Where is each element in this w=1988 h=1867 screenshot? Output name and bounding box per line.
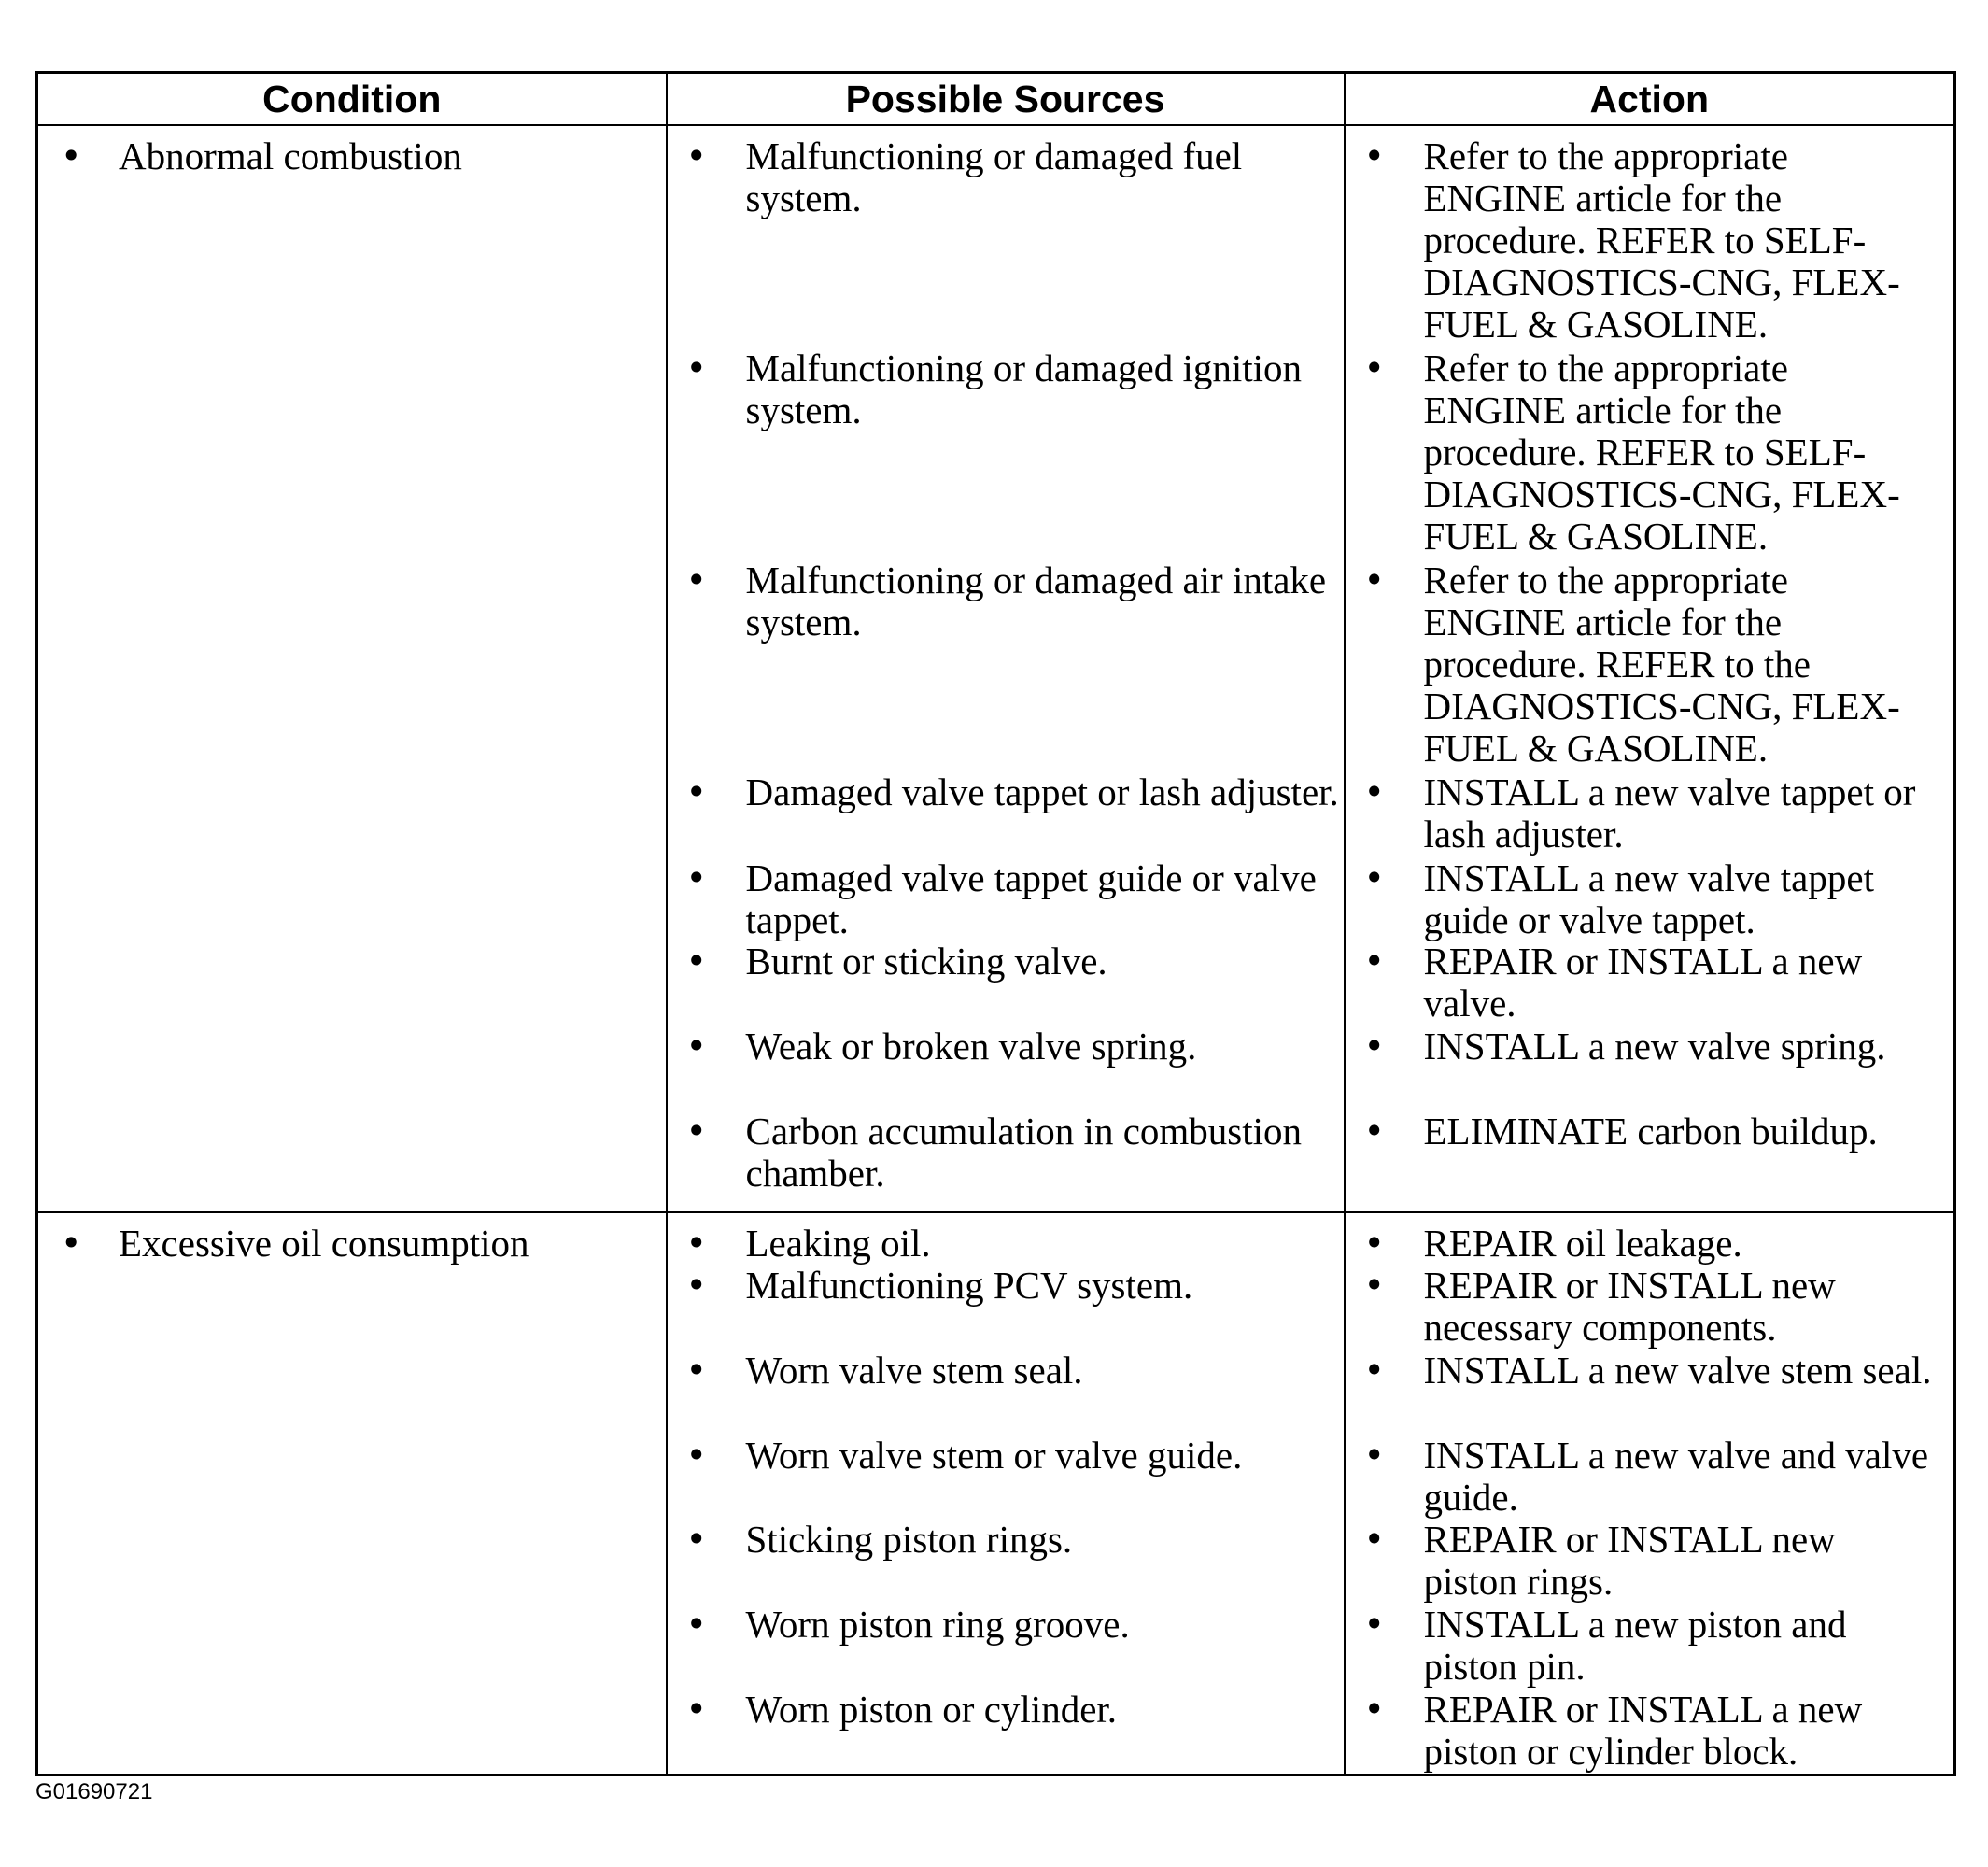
diagnosis-table: [35, 71, 1956, 1776]
header-row: [37, 73, 1955, 126]
source-item: • Damaged valve tappet or lash adjuster.: [668, 771, 1344, 857]
header-condition: Condition: [37, 73, 667, 126]
action-cell: [1345, 125, 1955, 1212]
action-item: • Refer to the appropriate ENGINE article for the procedure. REFER to SELF-DIAGNOSTICS-CNG, FLEX-FUEL & GASOLINE.: [1346, 135, 1954, 347]
source-item: • Malfunctioning or damaged fuel system.: [668, 135, 1344, 347]
action-item: • INSTALL a new valve tappet or lash adjuster.: [1346, 771, 1954, 857]
action-item: • REPAIR or INSTALL a new valve.: [1346, 941, 1954, 1025]
source-item: • Carbon accumulation in combustion chamber.: [668, 1110, 1344, 1211]
action-item: • INSTALL a new valve tappet guide or valve tappet.: [1346, 857, 1954, 941]
source-item: • Worn piston or cylinder.: [668, 1689, 1344, 1774]
header-action: Action: [1345, 73, 1955, 126]
action-item: • REPAIR or INSTALL new necessary components.: [1346, 1265, 1954, 1350]
source-item: • Malfunctioning or damaged air intake system.: [668, 559, 1344, 771]
action-item: • Refer to the appropriate ENGINE article for the procedure. REFER to the DIAGNOSTICS-CNG, FLEX-FUEL & GASOLINE.: [1346, 559, 1954, 771]
source-item: • Damaged valve tappet guide or valve tappet.: [668, 857, 1344, 941]
table-row: [37, 1212, 1955, 1775]
action-item: • INSTALL a new valve spring.: [1346, 1025, 1954, 1110]
action-item: • REPAIR or INSTALL new piston rings.: [1346, 1519, 1954, 1604]
figure-id: G01690721: [35, 1779, 153, 1804]
condition-item: • Abnormal combustion: [38, 135, 666, 177]
condition-cell: [37, 1212, 667, 1775]
condition-cell: [37, 125, 667, 1212]
header-possible-sources: Possible Sources: [667, 73, 1345, 126]
sources-cell: [667, 1212, 1345, 1775]
source-item: • Malfunctioning PCV system.: [668, 1265, 1344, 1350]
action-item: • INSTALL a new piston and piston pin.: [1346, 1604, 1954, 1689]
source-item: • Sticking piston rings.: [668, 1519, 1344, 1604]
action-item: • REPAIR or INSTALL a new piston or cylinder block.: [1346, 1689, 1954, 1774]
condition-item: • Excessive oil consumption: [38, 1223, 666, 1265]
source-item: • Leaking oil.: [668, 1223, 1344, 1265]
action-item: • ELIMINATE carbon buildup.: [1346, 1110, 1954, 1211]
action-item: • Refer to the appropriate ENGINE article for the procedure. REFER to SELF-DIAGNOSTICS-CNG, FLEX-FUEL & GASOLINE.: [1346, 347, 1954, 559]
sources-cell: [667, 125, 1345, 1212]
table-row: [37, 125, 1955, 1212]
action-item: • INSTALL a new valve stem seal.: [1346, 1350, 1954, 1435]
source-item: • Burnt or sticking valve.: [668, 941, 1344, 1025]
source-item: • Worn piston ring groove.: [668, 1604, 1344, 1689]
action-cell: [1345, 1212, 1955, 1775]
source-item: • Worn valve stem seal.: [668, 1350, 1344, 1435]
action-item: • INSTALL a new valve and valve guide.: [1346, 1435, 1954, 1519]
source-item: • Malfunctioning or damaged ignition system.: [668, 347, 1344, 559]
source-item: • Weak or broken valve spring.: [668, 1025, 1344, 1110]
action-item: • REPAIR oil leakage.: [1346, 1223, 1954, 1265]
source-item: • Worn valve stem or valve guide.: [668, 1435, 1344, 1519]
